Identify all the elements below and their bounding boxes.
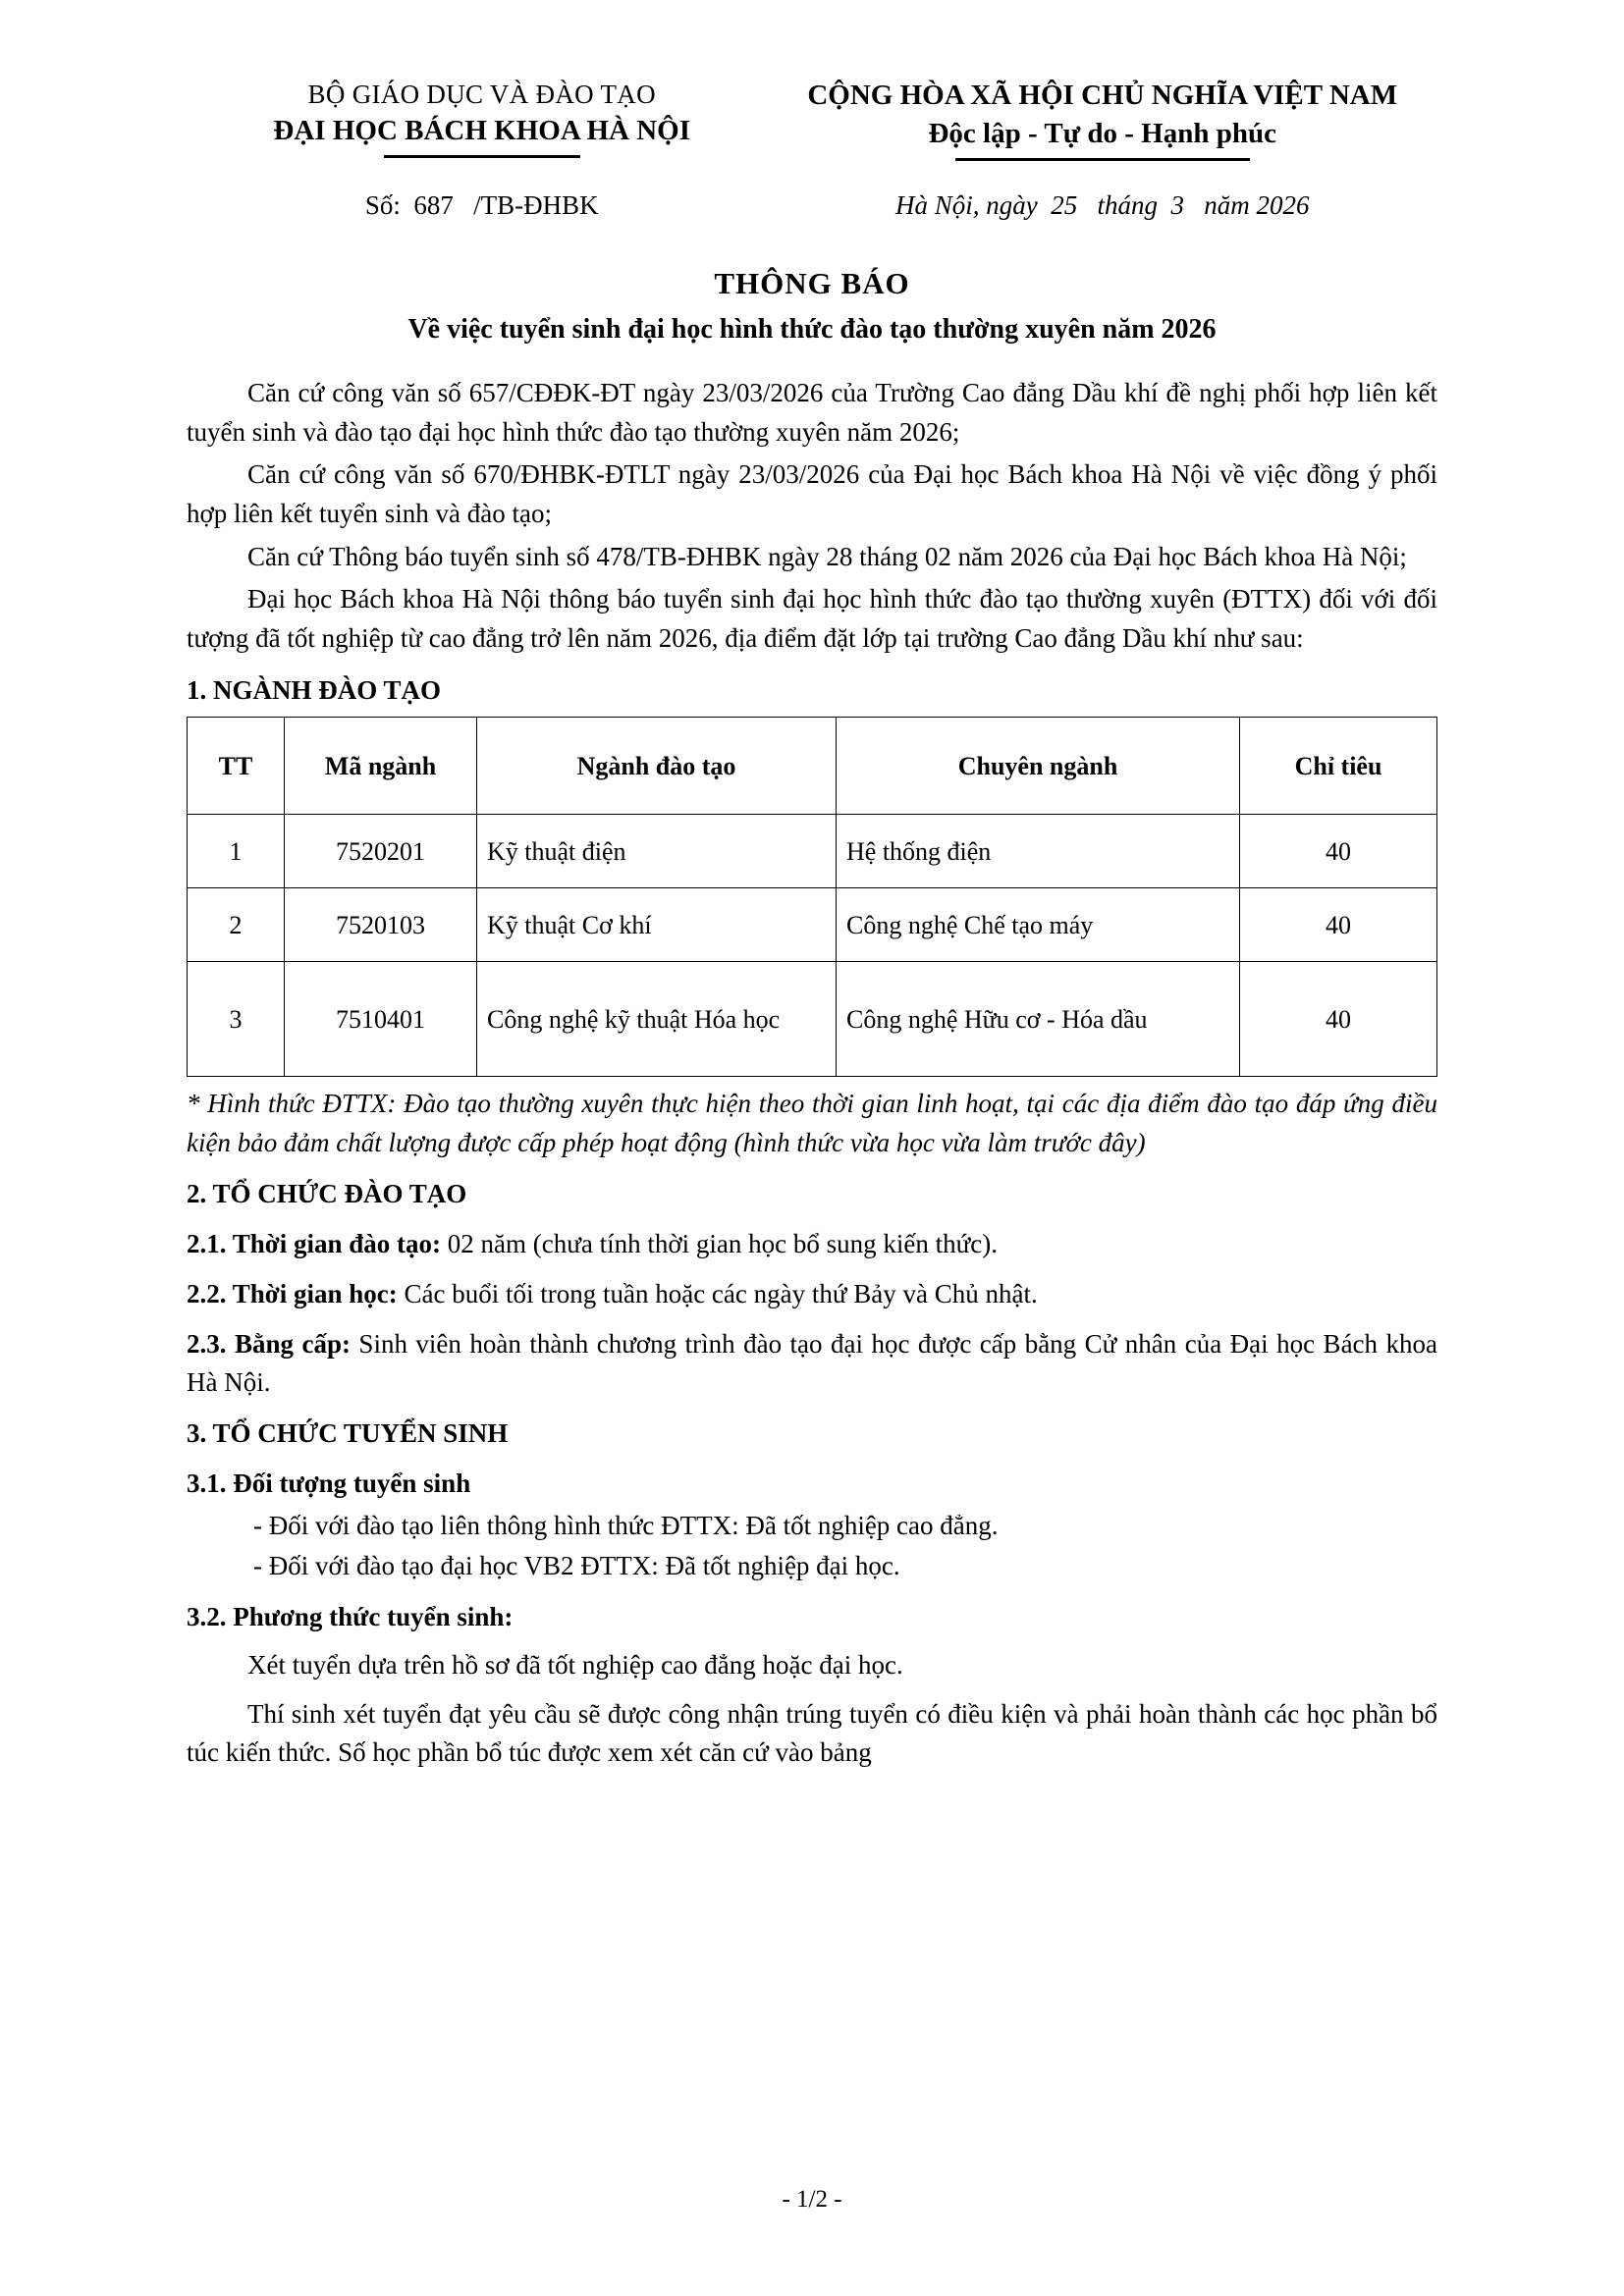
section-3-heading: 3. TỔ CHỨC TUYỂN SINH: [187, 1418, 509, 1449]
document-body: [187, 374, 1437, 1773]
majors-table-head: [188, 718, 1437, 815]
preamble-paragraph-2: Căn cứ công văn số 670/ĐHBK-ĐTLT ngày 23/03/2026 của Đại học Bách khoa Hà Nội về việc đồng ý phối hợp liên kết tuyển sinh và đào tạo;: [187, 459, 1437, 528]
page-title: THÔNG BÁO: [714, 265, 910, 300]
cell-code: 7520103: [285, 888, 477, 962]
header-right-underline: [955, 158, 1250, 161]
column-header-specialization: Chuyên ngành: [837, 718, 1240, 815]
preamble-paragraph-4: Đại học Bách khoa Hà Nội thông báo tuyển sinh đại học hình thức đào tạo thường xuyên (ĐTTX) đối với đối tượng đã tốt nghiệp từ cao đẳng trở lên năm 2026, địa điểm đặt lớp tại trường Cao đẳng Dầu khí như sau:: [187, 584, 1437, 653]
section-2-heading: 2. TỔ CHỨC ĐÀO TẠO: [187, 1178, 467, 1208]
cell-quota: 40: [1240, 815, 1437, 888]
column-header-quota: Chỉ tiêu: [1240, 718, 1437, 815]
preamble-paragraph-3: Căn cứ Thông báo tuyển sinh số 478/TB-ĐHBK ngày 28 tháng 02 năm 2026 của Đại học Bách khoa Hà Nội;: [247, 541, 1407, 571]
cell-major: Kỹ thuật điện: [477, 815, 837, 888]
cell-specialization: Hệ thống điện: [837, 815, 1240, 888]
document-title-block: [187, 264, 1437, 348]
ministry-name: BỘ GIÁO DỤC VÀ ĐÀO TẠO: [307, 80, 656, 109]
subsection-2-2-label: 2.2. Thời gian học:: [187, 1278, 398, 1308]
university-name: [273, 112, 690, 150]
header-national-motto: [767, 77, 1437, 153]
subsection-2-2-text: Các buổi tối trong tuần hoặc các ngày thứ Bảy và Chủ nhật.: [404, 1278, 1038, 1308]
subsection-2-3-label: 2.3. Bằng cấp:: [187, 1328, 351, 1359]
subsection-2-1-text: 02 năm (chưa tính thời gian học bổ sung kiến thức).: [447, 1228, 998, 1258]
list-item: - Đối với đào tạo liên thông hình thức ĐTTX: Đã tốt nghiệp cao đẳng.: [253, 1511, 999, 1540]
majors-table-body: [188, 815, 1437, 1077]
header-left-underline: [384, 155, 580, 158]
cell-major: Công nghệ kỹ thuật Hóa học: [477, 962, 837, 1077]
list-item: - Đối với đào tạo đại học VB2 ĐTTX: Đã tốt nghiệp đại học.: [253, 1551, 900, 1581]
cell-code: 7510401: [285, 962, 477, 1077]
subsection-2-1-label: 2.1. Thời gian đào tạo:: [187, 1228, 442, 1258]
cell-tt: 2: [188, 888, 285, 962]
table-row: [188, 815, 1437, 888]
admission-method-paragraph-2: Thí sinh xét tuyển đạt yêu cầu sẽ được công nhận trúng tuyển có điều kiện và phải hoàn thành các học phần bổ túc kiến thức. Số học phần bổ túc được xem xét căn cứ vào bảng: [187, 1698, 1437, 1768]
document-header: [187, 69, 1437, 153]
cell-code: 7520201: [285, 815, 477, 888]
column-header-code: Mã ngành: [285, 718, 477, 815]
country-name: CỘNG HÒA XÃ HỘI CHỦ NGHĨA VIỆT NAM: [807, 80, 1398, 111]
header-issuing-authority: [187, 77, 767, 150]
admission-method-paragraph-1: Xét tuyển dựa trên hồ sơ đã tốt nghiệp cao đẳng hoặc đại học.: [247, 1649, 903, 1680]
column-header-tt: TT: [188, 718, 285, 815]
subsection-3-1-label: 3.1. Đối tượng tuyển sinh: [187, 1468, 471, 1498]
cell-tt: 3: [188, 962, 285, 1077]
cell-tt: 1: [188, 815, 285, 888]
subsection-2-3: [187, 1325, 1437, 1402]
majors-table: [187, 717, 1437, 1077]
section-1-heading: 1. NGÀNH ĐÀO TẠO: [187, 674, 442, 705]
document-number: Số: 687 /TB-ĐHBK: [364, 189, 599, 220]
subsection-2-1: [187, 1225, 1437, 1263]
subsection-2-2: [187, 1275, 1437, 1313]
preamble-paragraph-1: Căn cứ công văn số 657/CĐĐK-ĐT ngày 23/03/2026 của Trường Cao đẳng Dầu khí đề nghị phối hợp liên kết tuyển sinh và đào tạo đại học hình thức đào tạo thường xuyên năm 2026;: [187, 377, 1437, 447]
cell-quota: 40: [1240, 962, 1437, 1077]
national-motto: [928, 115, 1276, 153]
table-header-row: [188, 718, 1437, 815]
university-name-text: ĐẠI HỌC BÁCH KHOA HÀ NỘI: [273, 115, 690, 147]
document-date: Hà Nội, ngày 25 tháng 3 năm 2026: [894, 189, 1310, 220]
cell-major: Kỹ thuật Cơ khí: [477, 888, 837, 962]
cell-quota: 40: [1240, 888, 1437, 962]
national-motto-text: Độc lập - Tự do - Hạnh phúc: [928, 117, 1276, 149]
subsection-3-2-label: 3.2. Phương thức tuyển sinh:: [187, 1601, 514, 1631]
cell-specialization: Công nghệ Chế tạo máy: [837, 888, 1240, 962]
page-number-footer: - 1/2 -: [782, 2186, 842, 2213]
cell-specialization: Công nghệ Hữu cơ - Hóa dầu: [837, 962, 1240, 1077]
table-row: [188, 888, 1437, 962]
table-row: [188, 962, 1437, 1077]
page-subtitle: Về việc tuyển sinh đại học hình thức đào tạo thường xuyên năm 2026: [407, 314, 1217, 346]
column-header-major: Ngành đào tạo: [477, 718, 837, 815]
subsection-2-3-text: Sinh viên hoàn thành chương trình đào tạo đại học được cấp bằng Cử nhân của Đại học Bách khoa Hà Nội.: [187, 1328, 1437, 1397]
document-subheader: [187, 190, 1437, 221]
training-form-note: * Hình thức ĐTTX: Đào tạo thường xuyên thực hiện theo thời gian linh hoạt, tại các địa điểm đào tạo đáp ứng điều kiện bảo đảm chất lượng được cấp phép hoạt động (hình thức vừa học vừa làm trước đây): [187, 1089, 1437, 1157]
